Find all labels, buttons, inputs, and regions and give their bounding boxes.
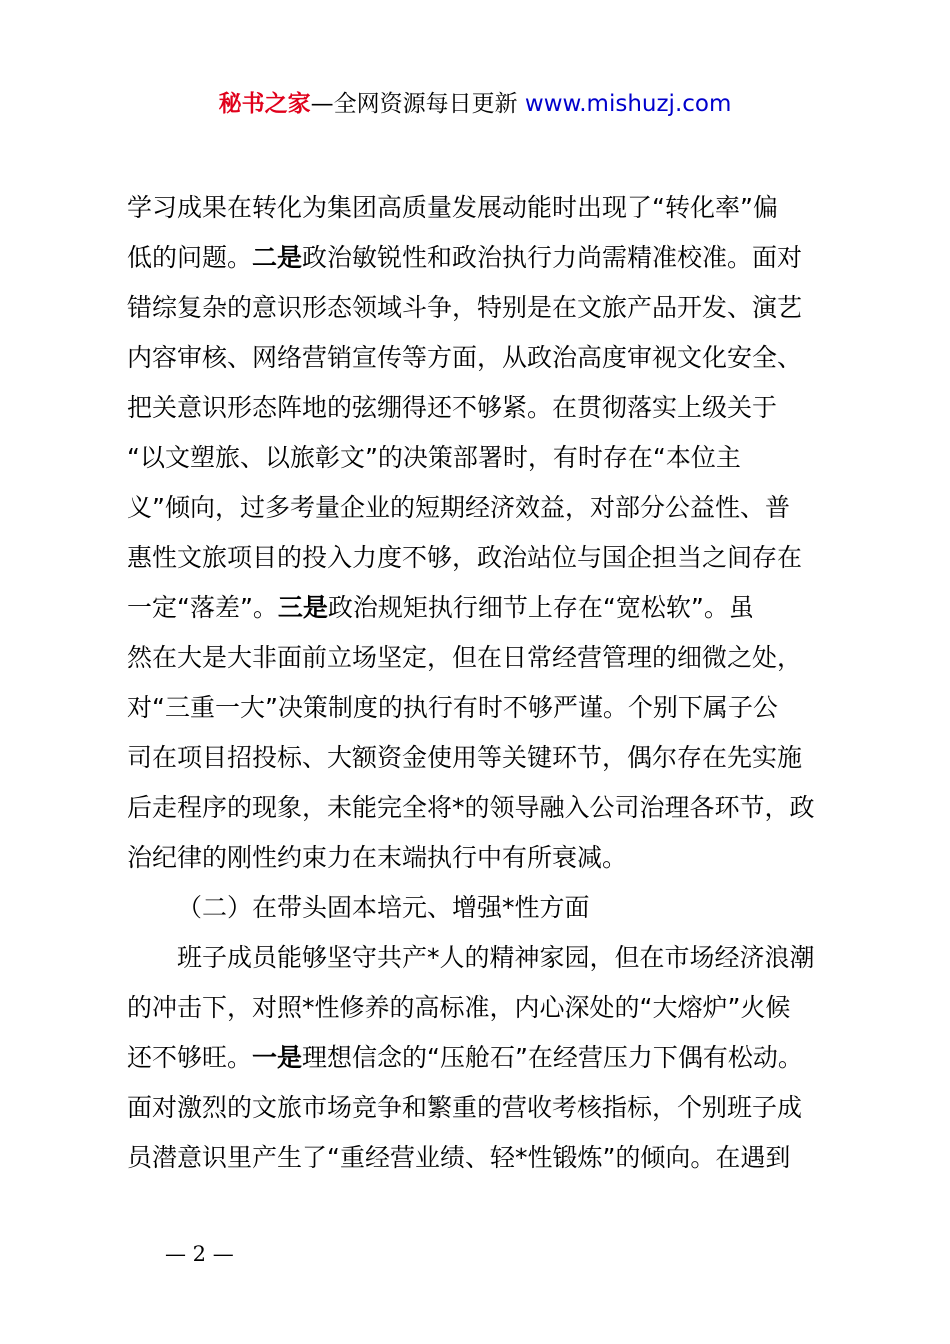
document-body bbox=[127, 183, 832, 1183]
text-line bbox=[127, 1083, 832, 1133]
text-line bbox=[127, 983, 832, 1033]
text-segment: 一定“落差”。 bbox=[127, 593, 278, 622]
text-segment: “以文塑旅、以旅彰文”的决策部署时，有时存在“本位主 bbox=[127, 443, 741, 472]
text-segment: 司在项目招投标、大额资金使用等关键环节，偶尔存在先实施 bbox=[127, 743, 803, 772]
text-segment: 班子成员能够坚守共产*人的精神家园，但在市场经济浪潮 bbox=[177, 943, 815, 972]
bold-marker: 一是 bbox=[252, 1043, 303, 1072]
text-segment: 错综复杂的意识形态领域斗争，特别是在文旅产品开发、演艺 bbox=[127, 293, 803, 322]
text-segment: （二）在带头固本培元、增强*性方面 bbox=[177, 893, 590, 922]
text-line bbox=[127, 733, 832, 783]
text-segment: 学习成果在转化为集团高质量发展动能时出现了“转化率”偏 bbox=[127, 193, 778, 222]
text-segment: 政治敏锐性和政治执行力尚需精准校准。面对 bbox=[302, 243, 803, 272]
page-number: — 2 — bbox=[165, 1242, 234, 1266]
text-segment: 面对激烈的文旅市场竞争和繁重的营收考核指标，个别班子成 bbox=[127, 1093, 803, 1122]
text-line bbox=[127, 183, 832, 233]
text-segment: 对“三重一大”决策制度的执行有时不够严谨。个别下属子公 bbox=[127, 693, 778, 722]
text-segment: 低的问题。 bbox=[127, 243, 253, 272]
text-line bbox=[127, 233, 832, 283]
text-segment: 的冲击下，对照*性修养的高标准，内心深处的“大熔炉”火候 bbox=[127, 993, 791, 1022]
header-tagline: —全网资源每日更新 bbox=[310, 91, 525, 117]
text-line bbox=[127, 833, 832, 883]
text-line bbox=[127, 433, 832, 483]
text-line bbox=[127, 883, 832, 933]
text-line bbox=[127, 633, 832, 683]
text-line bbox=[127, 583, 832, 633]
text-segment: 政治规矩执行细节上存在“宽松软”。虽 bbox=[327, 593, 754, 622]
text-line bbox=[127, 283, 832, 333]
text-line bbox=[127, 683, 832, 733]
bold-marker: 三是 bbox=[277, 593, 328, 622]
header-brand: 秘书之家 bbox=[218, 91, 311, 117]
text-segment: 然在大是大非面前立场坚定，但在日常经营管理的细微之处， bbox=[127, 643, 803, 672]
header-url-link[interactable]: www.mishuzj.com bbox=[524, 91, 732, 117]
text-line bbox=[127, 533, 832, 583]
text-line bbox=[127, 1033, 832, 1083]
text-segment: 内容审核、网络营销宣传等方面，从政治高度审视文化安全、 bbox=[127, 343, 803, 372]
text-line bbox=[127, 1133, 832, 1183]
text-line bbox=[127, 783, 832, 833]
text-segment: 义”倾向，过多考量企业的短期经济效益，对部分公益性、普 bbox=[127, 493, 790, 522]
text-segment: 惠性文旅项目的投入力度不够，政治站位与国企担当之间存在 bbox=[127, 543, 803, 572]
bold-marker: 二是 bbox=[252, 243, 303, 272]
text-line bbox=[127, 933, 832, 983]
text-segment: 还不够旺。 bbox=[127, 1043, 253, 1072]
text-segment: 后走程序的现象，未能完全将*的领导融入公司治理各环节，政 bbox=[127, 793, 815, 822]
text-line bbox=[127, 333, 832, 383]
text-segment: 治纪律的刚性约束力在末端执行中有所衰减。 bbox=[127, 843, 628, 872]
text-segment: 把关意识形态阵地的弦绷得还不够紧。在贯彻落实上级关于 bbox=[127, 393, 778, 422]
text-line bbox=[127, 483, 832, 533]
text-segment: 理想信念的“压舱石”在经营压力下偶有松动。 bbox=[302, 1043, 803, 1072]
text-line bbox=[127, 383, 832, 433]
text-segment: 员潜意识里产生了“重经营业绩、轻*性锻炼”的倾向。在遇到 bbox=[127, 1143, 791, 1172]
page-header bbox=[0, 88, 950, 120]
